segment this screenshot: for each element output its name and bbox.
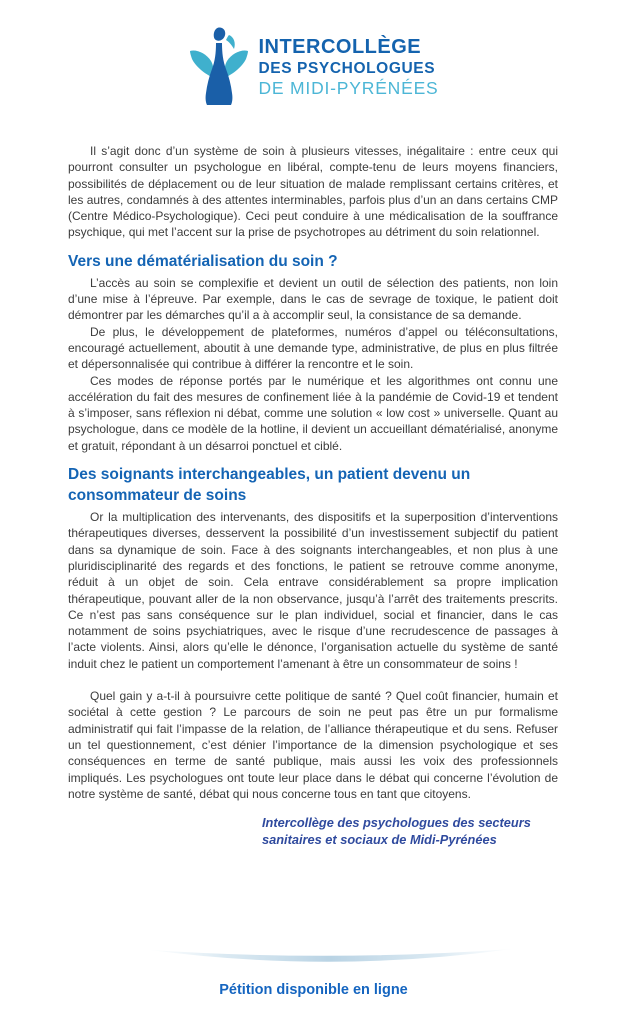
- page-footer: [0, 938, 627, 1023]
- intro-paragraph: Il s’agit donc d’un système de soin à plusieurs vitesses, inégalitaire : entre ceux qui pourront consulter un psychologue en libéral, compte-tenu de leurs moyens financiers, possibilités de déplacement ou de leur situation de malade remplissant certains critères, et les autres, condamnés à des attentes interminables, parfois plus d’un an dans certains CMP (Centre Médico-Psychologique). Ceci peut conduire à une médicalisation de la souffrance psychique, qui met l’accent sur la prise de psychotropes au détriment du soin relationnel.: [68, 144, 558, 240]
- org-logo-text: [258, 37, 438, 98]
- signature-line1: Intercollège des psychologues des secteurs: [262, 815, 531, 831]
- section-heading-soignants-interchangeables: Des soignants interchangeables, un patient devenu un consommateur de soins: [68, 466, 471, 505]
- signature-line2: sanitaires et sociaux de Midi-Pyrénées: [262, 831, 497, 847]
- signature-block: [262, 815, 558, 848]
- org-name-line1: INTERCOLLÈGE: [258, 35, 422, 58]
- section-heading-dematerialisation: Vers une dématérialisation du soin ?: [68, 252, 338, 270]
- wave-swoosh-icon: [150, 946, 512, 976]
- petition-link[interactable]: Pétition disponible en ligne: [219, 982, 408, 998]
- paragraph: De plus, le développement de plateformes, numéros d’appel ou téléconsultations, encouragé actuellement, aboutit à une demande type, administrative, de plus en plus filtrée et dépersonnalisée qui contribue à différer la rencontre et le soin.: [68, 324, 558, 372]
- psi-person-icon: [188, 27, 250, 107]
- org-logo: [0, 0, 627, 107]
- article-body: [68, 143, 558, 848]
- paragraph: Ces modes de réponse portés par le numérique et les algorithmes ont connu une accélération du fait des mesures de confinement liée à la pandémie de Covid-19 et tendent à s’imposer, sans réflexion ni débat, comme une solution « low cost » universelle. Quant au psychologue, dans ce modèle de la hotline, il devient un accueillant dématérialisé, anonyme et gratuit, répondant à un désarroi ponctuel et ciblé.: [68, 373, 558, 453]
- paragraph: L’accès au soin se complexifie et devient un outil de sélection des patients, non loin d’une mise à l’épreuve. Par exemple, dans le cas de sevrage de toxique, le patient doit démontrer par les démarches qu’il a à accomplir seul, la consistance de sa demande.: [68, 275, 558, 323]
- paragraph: Or la multiplication des intervenants, des dispositifs et la superposition d’interventions thérapeutiques diverses, desservent la possibilité d’un investissement subjectif du patient dans sa dynamique de soin. Face à des soignants interchangeables, et non plus à une pluridisciplinarité des regards et des fonctions, le patient se retrouve comme anonyme, réduit à un objet de soin. Cela entrave considérablement sa propre implication thérapeutique, pouvant aller de la non observance, jusqu’à l’arrêt des traitements prescrits. Ce n’est pas sans conséquence sur le plan individuel, social et financier, dans le cas notamment de soins psychiatriques, avec le risque d’une recrudescence de passages à l’acte violents. Ainsi, alors qu’elle le dénonce, l’organisation actuelle du système de santé induit chez le patient un comportement l’amenant à être un consommateur de soins !: [68, 510, 558, 671]
- org-region-line: DE MIDI-PYRÉNÉES: [258, 78, 439, 98]
- paragraph: Quel gain y a-t-il à poursuivre cette politique de santé ? Quel coût financier, humain et sociétal à cette gestion ? Le parcours de soin ne peut pas être un pur formalisme administratif qui fait l’impasse de la relation, de l’alliance thérapeutique et du sens. Refuser un tel questionnement, c’est dénier l’importance de la dimension psychologique et ses conséquences en terme de santé publique, mais aussi les voix des professionnels impliqués. Les psychologues ont toute leur place dans le débat qui concerne l’évolution de notre système de santé, débat qui nous concerne tous en tant que citoyens.: [68, 689, 558, 801]
- org-name-line2: DES PSYCHOLOGUES: [258, 59, 436, 77]
